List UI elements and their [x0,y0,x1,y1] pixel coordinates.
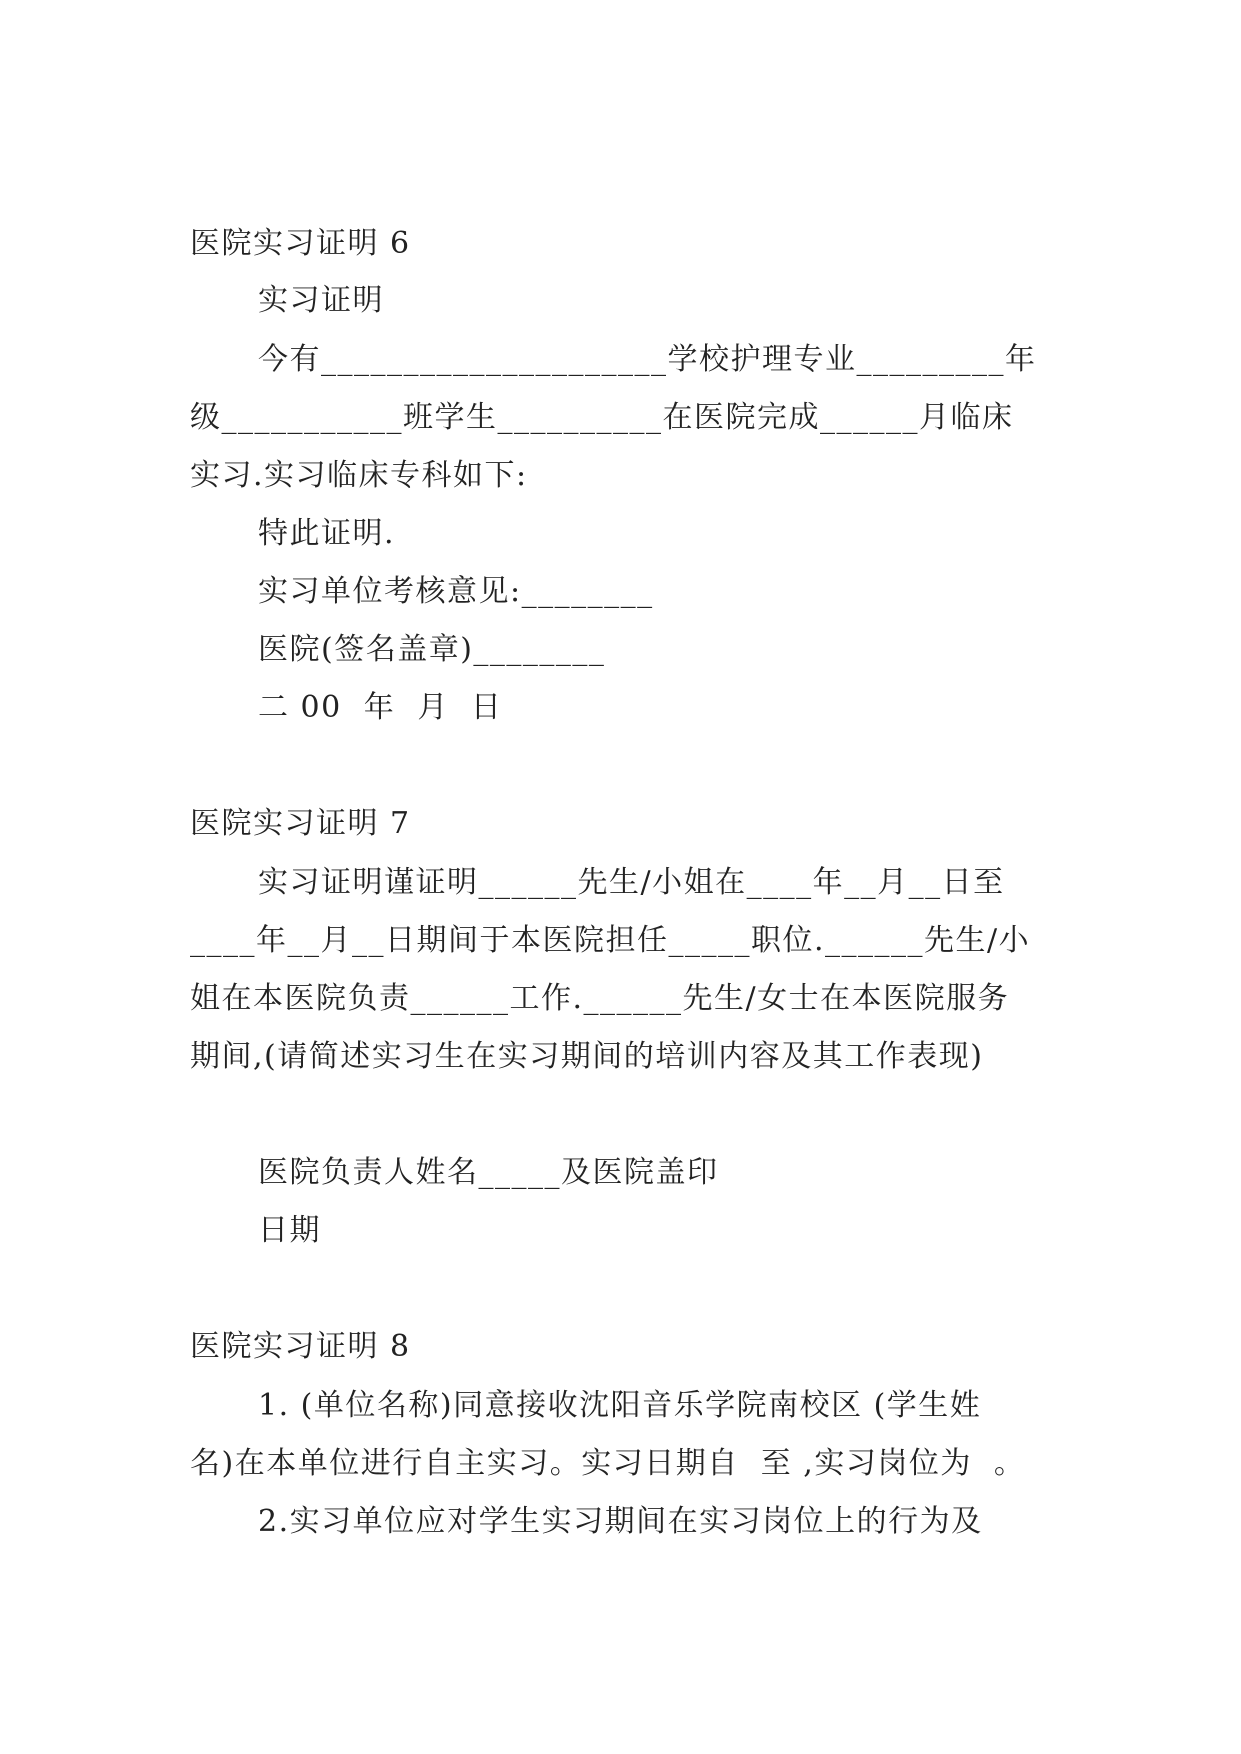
section7-paragraph-line-2: ____年__月__日期间于本医院担任_____职位.______先生/小 [190,923,1031,958]
section7-paragraph-line-4: 期间,(请简述实习生在实习期间的培训内容及其工作表现) [190,1039,984,1074]
section6-paragraph-line-2: 级___________班学生__________在医院完成______月临床 [190,400,1014,435]
section6-opinion: 实习单位考核意见:________ [258,574,654,609]
section7-heading: 医院实习证明 7 [190,806,411,841]
section6-paragraph-line-1: 今有_____________________学校护理专业_________年 [258,342,1037,377]
section8-item1-line-2: 名)在本单位进行自主实习。实习日期自 至 ,实习岗位为 。 [190,1446,1026,1481]
section6-date: 二 00 年 月 日 [258,690,503,725]
section8-item2-line-1: 2.实习单位应对学生实习期间在实习岗位上的行为及 [258,1504,983,1539]
section6-heading: 医院实习证明 6 [190,226,411,261]
section6-paragraph-line-3: 实习.实习临床专科如下: [190,458,528,493]
section7-date: 日期 [258,1213,321,1248]
section7-responsible: 医院负责人姓名_____及医院盖印 [258,1155,719,1190]
section8-item1-line-1: 1. (单位名称)同意接收沈阳音乐学院南校区 (学生姓 [258,1388,982,1423]
section6-title: 实习证明 [258,283,384,318]
section7-paragraph-line-1: 实习证明谨证明______先生/小姐在____年__月__日至 [258,865,1005,900]
section6-certify: 特此证明. [258,516,396,551]
section8-heading: 医院实习证明 8 [190,1329,411,1364]
section7-paragraph-line-3: 姐在本医院负责______工作.______先生/女士在本医院服务 [190,981,1010,1016]
section6-sign: 医院(签名盖章)________ [258,632,606,667]
